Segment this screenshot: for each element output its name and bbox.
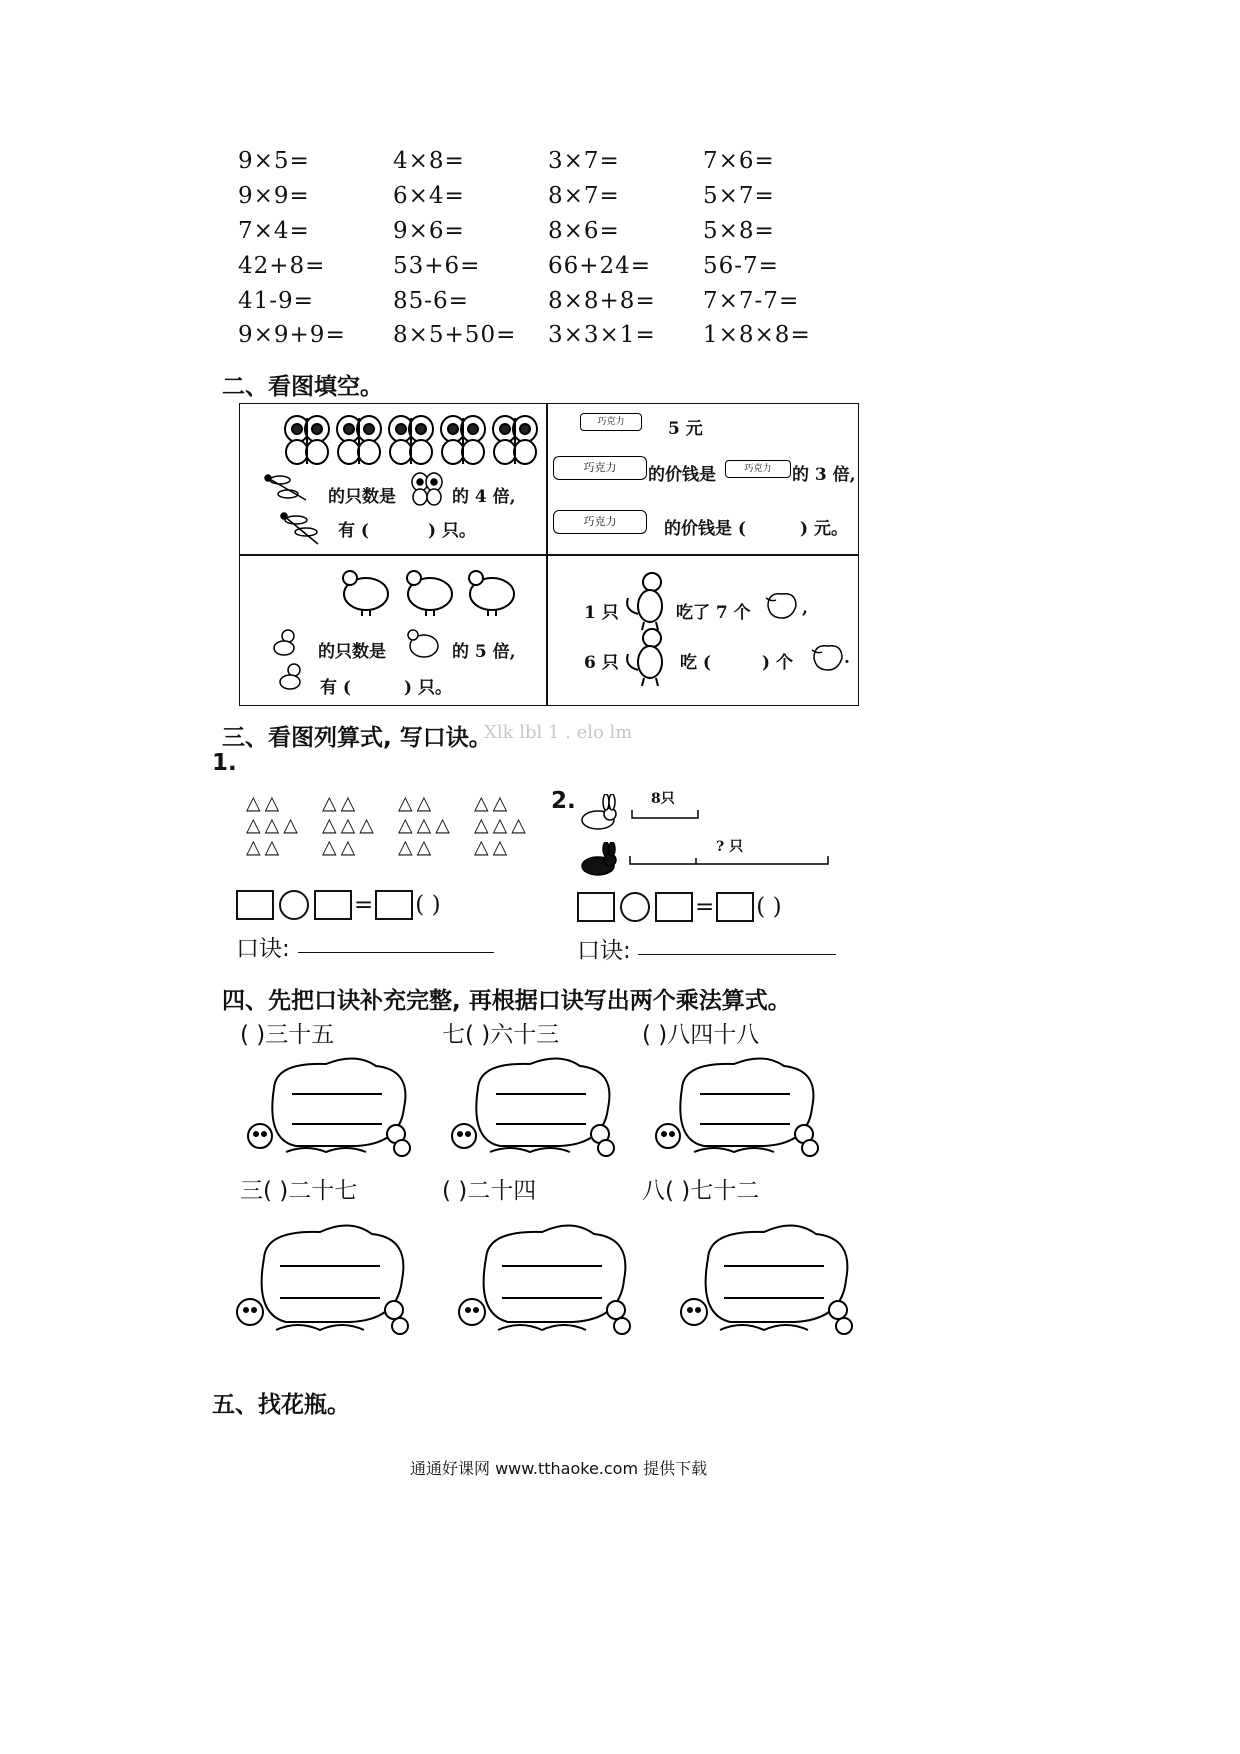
monkey-icon <box>622 626 672 688</box>
hen-icon <box>404 626 440 662</box>
expression-blank <box>236 890 441 920</box>
answer-box[interactable] <box>577 892 615 922</box>
equation: 9×9+9= <box>238 322 346 348</box>
verse-blank[interactable]: ( )三十五 <box>240 1022 335 1048</box>
dragonfly-icon <box>278 510 328 548</box>
answer-box[interactable] <box>314 890 352 920</box>
watermark-text: Xlk lbl 1 . elo lm <box>484 722 633 743</box>
equation: 5×7= <box>703 183 775 209</box>
answer-box[interactable] <box>375 890 413 920</box>
equation: 9×5= <box>238 148 310 174</box>
question-label: 2. <box>551 788 576 814</box>
equation: 5×8= <box>703 218 775 244</box>
equation: 56-7= <box>703 253 779 279</box>
cell-text: 的只数是 <box>328 487 396 507</box>
cell-text: 吃 ( <box>680 653 711 673</box>
cell-text: 的价钱是 <box>648 465 716 485</box>
equation: 85-6= <box>393 288 469 314</box>
section-title: 五、找花瓶。 <box>212 1392 350 1418</box>
cell-text: 的 4 倍, <box>452 487 516 507</box>
cell-text: . <box>844 648 850 668</box>
equals-sign: = <box>695 894 715 920</box>
chocolate-big-icon: 巧克力 <box>553 510 647 534</box>
operator-circle[interactable] <box>279 890 309 920</box>
equation: 7×4= <box>238 218 310 244</box>
equation: 4×8= <box>393 148 465 174</box>
heart-ants-frame <box>644 1048 824 1166</box>
peach-icon <box>762 588 800 620</box>
verse-blank[interactable]: 七( )六十三 <box>442 1022 560 1048</box>
triangle-group: △△ △△△ △△ <box>398 792 454 858</box>
cell-text: ) 个 <box>762 653 793 673</box>
equation: 42+8= <box>238 253 326 279</box>
answer-box[interactable] <box>716 892 754 922</box>
question-label: 1. <box>212 750 237 776</box>
section-title: 四、先把口诀补充完整, 再根据口诀写出两个乘法算式。 <box>222 988 791 1014</box>
verse-blank[interactable]: 三( )二十七 <box>240 1178 358 1204</box>
brace-short <box>630 806 700 824</box>
equation: 9×9= <box>238 183 310 209</box>
cell-text: 6 只 <box>584 653 619 673</box>
koujue-label: 口诀: <box>236 936 290 962</box>
heart-ants-frame <box>236 1048 416 1166</box>
equation: 7×7-7= <box>703 288 800 314</box>
cell-text: ) 只。 <box>428 521 476 541</box>
cell-text: , <box>802 598 808 618</box>
hen-icon <box>469 571 514 616</box>
equation: 66+24= <box>548 253 652 279</box>
operator-circle[interactable] <box>620 892 650 922</box>
heart-ants-frame <box>440 1048 620 1166</box>
equation: 8×7= <box>548 183 620 209</box>
chick-icon <box>276 662 306 692</box>
koujue-answer-line[interactable] <box>298 930 494 953</box>
equation: 6×4= <box>393 183 465 209</box>
triangle-group: △△ △△△ △△ <box>474 792 530 858</box>
brace-label: 8只 <box>651 791 675 807</box>
cell-text: 的只数是 <box>318 642 386 662</box>
cell-text: 的 5 倍, <box>452 642 516 662</box>
footer-text: 通通好课网 www.tthaoke.com 提供下载 <box>410 1459 708 1478</box>
section-title: 三、看图列算式, 写口诀。 <box>222 725 492 751</box>
triangle-group: △△ △△△ △△ <box>246 792 302 858</box>
butterfly-row <box>282 412 540 468</box>
answer-box[interactable] <box>236 890 274 920</box>
verse-blank[interactable]: 八( )七十二 <box>642 1178 760 1204</box>
equation: 3×3×1= <box>548 322 656 348</box>
cell-text: 的 3 倍, <box>792 465 856 485</box>
unit-paren: ( ) <box>756 894 782 920</box>
equals-sign: = <box>354 892 374 918</box>
chocolate-big-icon: 巧克力 <box>553 456 647 480</box>
equation: 8×6= <box>548 218 620 244</box>
chocolate-small-icon: 巧克力 <box>725 460 791 478</box>
equation: 53+6= <box>393 253 481 279</box>
monkey-icon <box>622 570 672 632</box>
chocolate-small-icon: 巧克力 <box>580 413 642 431</box>
brace-label: ? 只 <box>716 839 744 855</box>
rabbit-icon <box>576 842 620 878</box>
expression-blank <box>577 892 782 922</box>
dragonfly-icon <box>262 472 312 506</box>
verse-blank[interactable]: ( )八四十八 <box>642 1022 760 1048</box>
peach-icon <box>808 640 846 672</box>
unit-paren: ( ) <box>415 892 441 918</box>
cell-text: 有 ( <box>320 678 351 698</box>
equation: 3×7= <box>548 148 620 174</box>
butterfly-icon <box>410 472 444 506</box>
equation: 41-9= <box>238 288 314 314</box>
cell-text: 吃了 7 个 <box>676 603 751 623</box>
cell-text: 1 只 <box>584 603 619 623</box>
cell-text: ) 元。 <box>800 519 848 539</box>
hen-row <box>338 566 528 618</box>
equation: 1×8×8= <box>703 322 811 348</box>
triangle-group: △△ △△△ △△ <box>322 792 378 858</box>
equation: 8×5+50= <box>393 322 517 348</box>
heart-ants-frame <box>224 1214 414 1344</box>
cell-text: 的价钱是 ( <box>664 519 746 539</box>
verse-blank[interactable]: ( )二十四 <box>442 1178 537 1204</box>
brace-long <box>628 852 830 870</box>
heart-ants-frame <box>668 1214 858 1344</box>
hen-icon <box>407 571 452 616</box>
price-text: 5 元 <box>668 419 703 439</box>
rabbit-icon <box>576 794 620 832</box>
cell-text: 有 ( <box>338 521 369 541</box>
butterfly-icon <box>285 416 537 464</box>
equation: 7×6= <box>703 148 775 174</box>
equation: 9×6= <box>393 218 465 244</box>
chick-icon <box>270 628 300 658</box>
koujue-answer-line[interactable] <box>638 932 836 955</box>
picture-cell-monkey <box>546 554 859 706</box>
equation: 8×8+8= <box>548 288 656 314</box>
section-title: 二、看图填空。 <box>222 374 383 400</box>
koujue-label: 口诀: <box>577 938 631 964</box>
answer-box[interactable] <box>655 892 693 922</box>
hen-icon <box>343 571 388 616</box>
cell-text: ) 只。 <box>404 678 452 698</box>
heart-ants-frame <box>446 1214 636 1344</box>
